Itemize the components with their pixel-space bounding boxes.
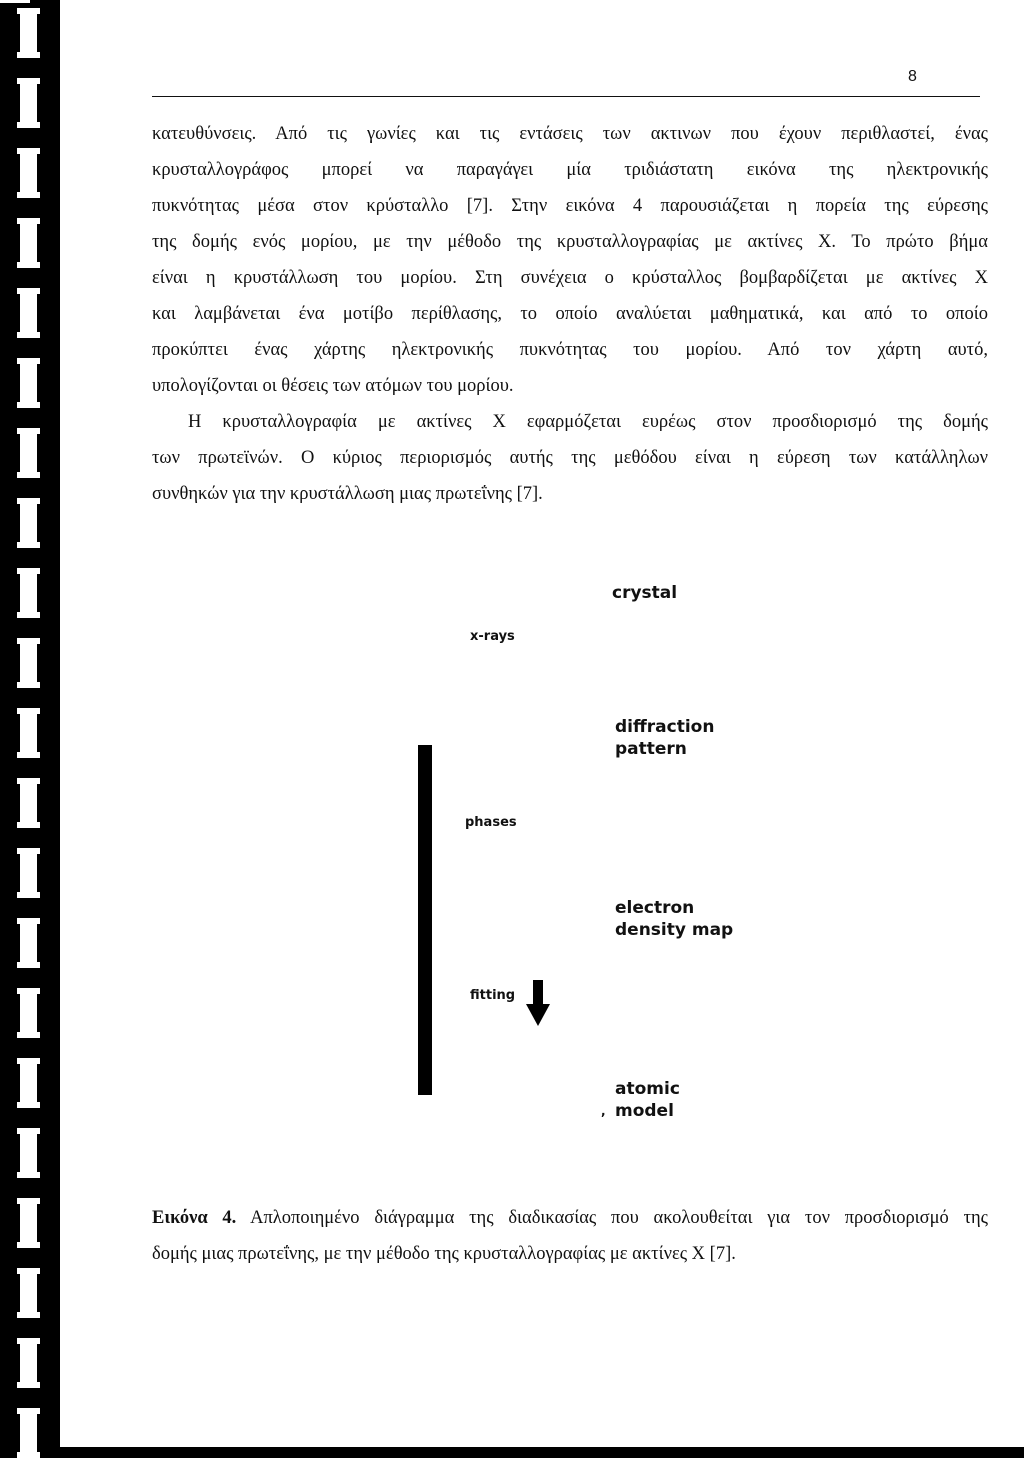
paragraph-line: κατευθύνσεις. Από τις γωνίες και τις εντάσεις των ακτινων που έχουν περιθλαστεί, ένας xyxy=(152,124,988,144)
paragraph-line: Η κρυσταλλογραφία με ακτίνες Χ εφαρμόζεται ευρέως στον προσδιορισμό της δομής xyxy=(188,412,988,432)
film-hole xyxy=(20,1408,37,1458)
label-fitting: fitting xyxy=(470,988,516,1003)
film-hole xyxy=(20,218,37,268)
down-arrow-icon xyxy=(533,980,543,1006)
label-crystal: crystal xyxy=(612,583,678,603)
process-bar xyxy=(418,745,432,1095)
label-diffraction-pattern xyxy=(615,716,714,760)
film-hole xyxy=(20,498,37,548)
figure-caption xyxy=(152,1200,988,1272)
caption-text: Απλοποιημένο διάγραμμα της διαδικασίας που ακολουθείται για τον προσδιορισμό της xyxy=(250,1208,989,1228)
film-hole xyxy=(20,148,37,198)
film-hole xyxy=(20,778,37,828)
label-line: diffraction xyxy=(615,717,715,737)
label-phases: phases xyxy=(465,815,517,830)
page-number: 8 xyxy=(908,68,917,85)
film-hole xyxy=(20,1128,37,1178)
caption-line: δομής μιας πρωτεΐνης, με την μέθοδο της κρυσταλλογραφίας με ακτίνες Χ [7]. xyxy=(152,1244,736,1264)
film-hole xyxy=(20,8,37,58)
label-line: model xyxy=(615,1101,674,1121)
label-x-rays: x-rays xyxy=(470,629,515,644)
film-hole xyxy=(20,918,37,968)
label-line: density map xyxy=(615,920,734,940)
film-hole xyxy=(20,848,37,898)
stray-mark: , xyxy=(601,1104,606,1118)
document-page xyxy=(60,0,1024,1447)
paragraph-line: των πρωτεϊνών. Ο κύριος περιορισμός αυτής της μεθόδου είναι η εύρεση των κατάλληλων xyxy=(152,448,988,468)
film-hole xyxy=(20,428,37,478)
label-line: electron xyxy=(615,898,695,918)
paragraph-line: υπολογίζονται οι θέσεις των ατόμων του μορίου. xyxy=(152,376,514,396)
film-hole xyxy=(20,568,37,618)
film-hole xyxy=(20,1058,37,1108)
caption-line xyxy=(152,1200,988,1236)
label-atomic-model xyxy=(615,1078,680,1122)
paragraph-line: συνθηκών για την κρυστάλλωση μιας πρωτεΐνης [7]. xyxy=(152,484,543,504)
film-hole xyxy=(20,288,37,338)
paragraph-line: είναι η κρυστάλλωση του μορίου. Στη συνέχεια ο κρύσταλλος βομβαρδίζεται με ακτίνες Χ xyxy=(152,268,988,288)
film-hole xyxy=(20,638,37,688)
paragraph-line: και λαμβάνεται ένα μοτίβο περίθλασης, το οποίο αναλύεται μαθηματικά, και από το οποίο xyxy=(152,304,988,324)
film-strip-border xyxy=(20,0,40,1447)
label-line: pattern xyxy=(615,739,687,759)
film-hole xyxy=(20,78,37,128)
caption-label: Εικόνα 4. xyxy=(152,1208,237,1228)
arrow-head-icon xyxy=(526,1004,550,1026)
film-hole xyxy=(20,358,37,408)
paragraph-line: κρυσταλλογράφος μπορεί να παραγάγει μία τριδιάστατη εικόνα της ηλεκτρονικής xyxy=(152,160,988,180)
label-line: atomic xyxy=(615,1079,680,1099)
label-electron-density-map xyxy=(615,897,733,941)
film-hole xyxy=(20,988,37,1038)
paragraph-line: της δομής ενός μορίου, με την μέθοδο της κρυσταλλογραφίας με ακτίνες Χ. Το πρώτο βήμα xyxy=(152,232,988,252)
film-hole xyxy=(20,1268,37,1318)
paragraph-line: προκύπτει ένας χάρτης ηλεκτρονικής πυκνότητας του μορίου. Από τον χάρτη αυτό, xyxy=(152,340,988,360)
paragraph-line: πυκνότητας μέσα στον κρύσταλλο [7]. Στην εικόνα 4 παρουσιάζεται η πορεία της εύρεσης xyxy=(152,196,988,216)
film-hole xyxy=(20,1338,37,1388)
film-hole xyxy=(20,1198,37,1248)
film-hole xyxy=(20,708,37,758)
